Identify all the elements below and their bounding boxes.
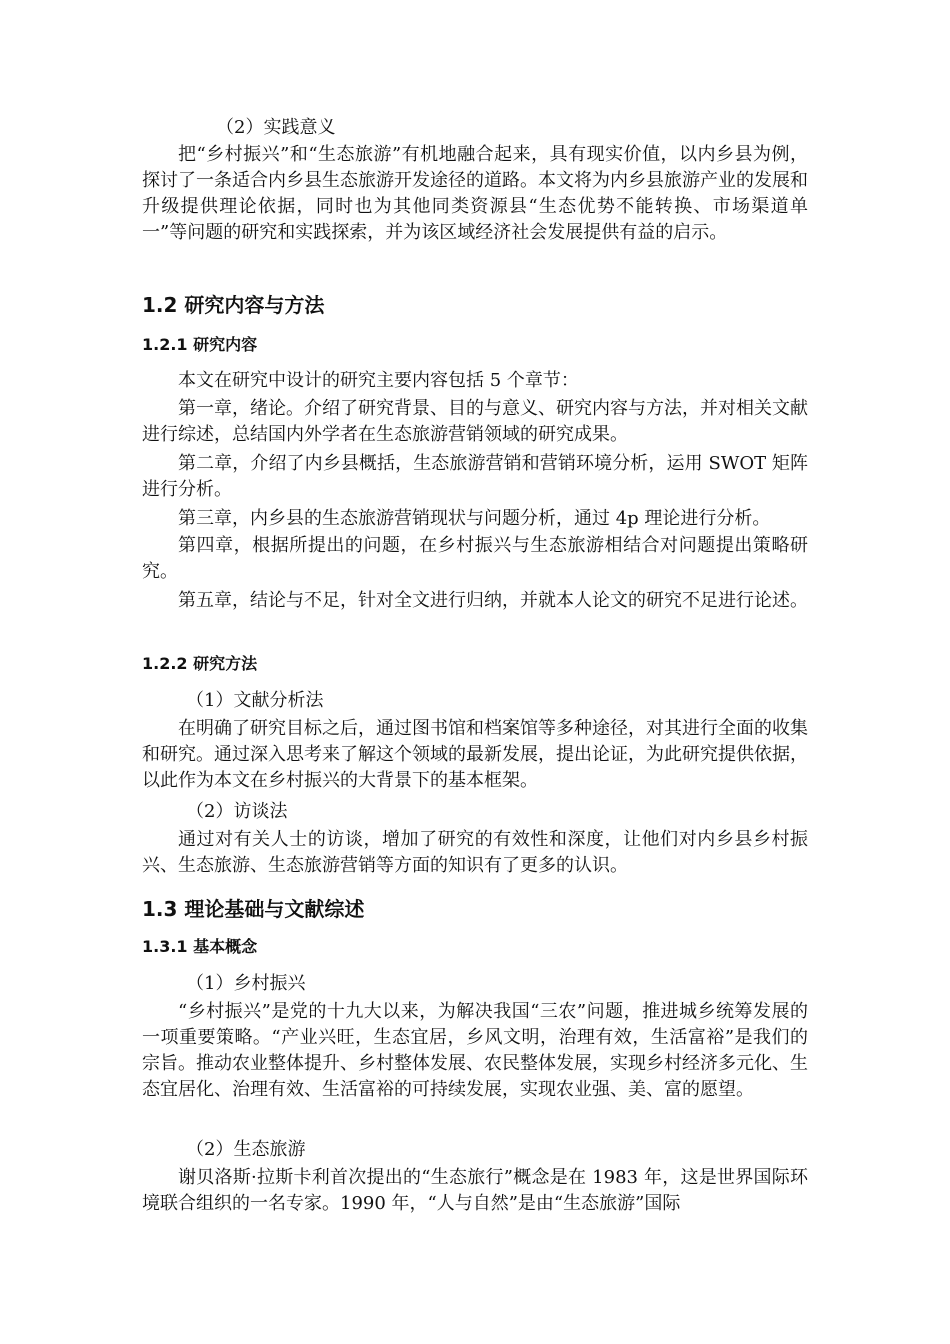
chapter-3-paragraph: 第三章，内乡县的生态旅游营销现状与问题分析，通过 4p 理论进行分析。 [178,508,771,529]
concept-2-heading: （2）生态旅游 [186,1139,306,1160]
section-heading-1-3-1: 1.3.1 基本概念 [142,937,258,956]
section-heading-1-3: 1.3 理论基础与文献综述 [142,897,365,921]
method-2-heading: （2）访谈法 [186,801,288,822]
section-heading-1-2-2: 1.2.2 研究方法 [142,654,258,673]
method-1-heading: （1）文献分析法 [186,690,324,711]
chapter-2-paragraph: 第二章，介绍了内乡县概括，生态旅游营销和营销环境分析，运用 SWOT 矩阵进行分析。 [142,453,808,500]
section-heading-1-2: 1.2 研究内容与方法 [142,293,325,317]
concept-1-heading: （1）乡村振兴 [186,973,306,994]
chapter-1-paragraph: 第一章，绪论。介绍了研究背景、目的与意义、研究内容与方法，并对相关文献进行综述，总结国内外学者在生态旅游营销领域的研究成果。 [142,398,808,445]
method-2-paragraph: 通过对有关人士的访谈，增加了研究的有效性和深度，让他们对内乡县乡村振兴、生态旅游、生态旅游营销等方面的知识有了更多的认识。 [142,829,808,876]
method-1-paragraph: 在明确了研究目标之后，通过图书馆和档案馆等多种途径，对其进行全面的收集和研究。通过深入思考来了解这个领域的最新发展，提出论证，为此研究提供依据，以此作为本文在乡村振兴的大背景下的基本框架。 [142,718,808,791]
practice-significance-heading: （2）实践意义 [216,117,336,138]
practice-significance-paragraph: 把“乡村振兴”和“生态旅游”有机地融合起来，具有现实价值，以内乡县为例，探讨了一条适合内乡县生态旅游开发途径的道路。本文将为内乡县旅游产业的发展和升级提供理论依据，同时也为其他同类资源县“生态优势不能转换、市场渠道单一”等问题的研究和实践探索，并为该区域经济社会发展提供有益的启示。 [142,144,808,243]
concept-1-paragraph: “乡村振兴”是党的十九大以来，为解决我国“三农”问题，推进城乡统筹发展的一项重要策略。“产业兴旺，生态宜居，乡风文明，治理有效，生活富裕”是我们的宗旨。推动农业整体提升、乡村整体发展、农民整体发展，实现乡村经济多元化、生态宜居化、治理有效、生活富裕的可持续发展，实现农业强、美、富的愿望。 [142,1001,808,1100]
concept-2-paragraph: 谢贝洛斯·拉斯卡利首次提出的“生态旅行”概念是在 1983 年，这是世界国际环境联合组织的一名专家。1990 年，“人与自然”是由“生态旅游”国际 [142,1167,808,1214]
chapter-5-paragraph: 第五章，结论与不足，针对全文进行归纳，并就本人论文的研究不足进行论述。 [178,590,808,611]
section-heading-1-2-1: 1.2.1 研究内容 [142,335,258,354]
content-intro-paragraph: 本文在研究中设计的研究主要内容包括 5 个章节： [178,370,579,391]
chapter-4-paragraph: 第四章，根据所提出的问题，在乡村振兴与生态旅游相结合对问题提出策略研究。 [142,535,808,582]
